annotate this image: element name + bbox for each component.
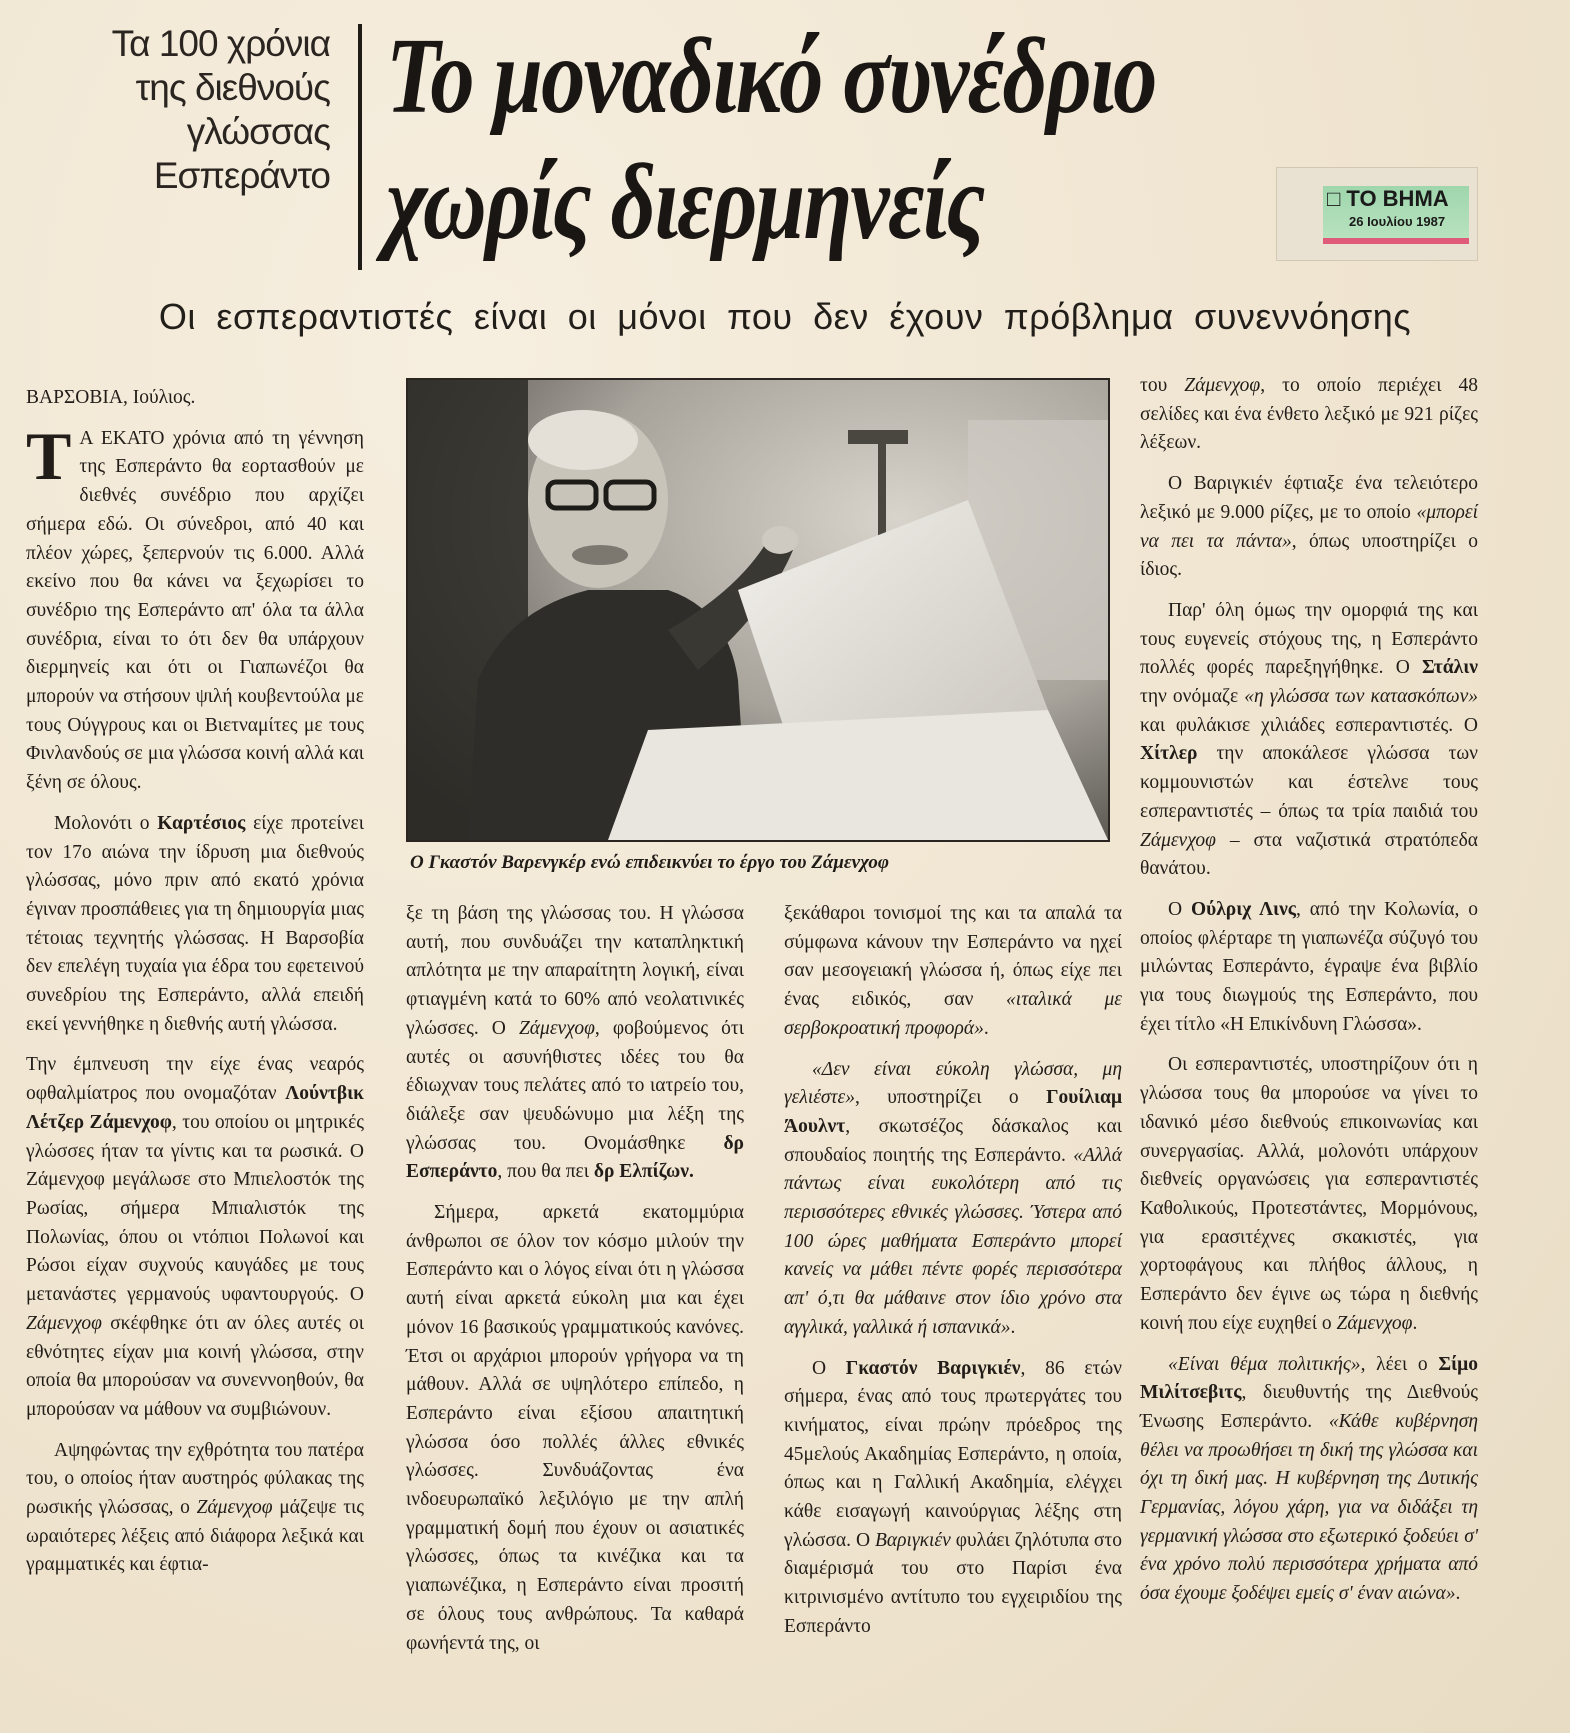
name-bold: Ούλριχ Λινς xyxy=(1190,898,1297,920)
quote-italic: «Είναι θέμα πολιτικής» xyxy=(1168,1353,1361,1375)
headline xyxy=(386,14,1239,266)
text: , διευθυντής της Διεθνούς Ένωσης Εσπεράντο. xyxy=(1140,1382,1478,1432)
headline-line-1: Το μοναδικό συνέδριο xyxy=(386,17,1156,136)
text: μάζεψε τις ωραιότερες λέξεις από διάφορα λεξικά και γραμματικές και έφτια- xyxy=(26,1497,364,1576)
dateline: ΒΑΡΣΟΒΙΑ, Ιούλιος. xyxy=(26,387,196,408)
paragraph xyxy=(1140,372,1478,458)
text: , το οποίο περιέχει 48 σελίδες και ένα ένθετο λεξικό με 921 ρίζες λέξεων. xyxy=(1140,375,1478,454)
paragraph xyxy=(26,810,364,1040)
paragraph xyxy=(1140,1351,1478,1609)
text: Α ΕΚΑΤΟ χρόνια από τη γέννηση της Εσπεράντο θα εορτασθούν με διεθνές συνέδριο που αρχίζει σήμερα εδώ. Οι σύνεδροι, από 40 και πλέον χώρες, ξεπερνούν τις 6.000. Αλλά εκείνο που θα κάνει να ξεχωρίσει το συνέδριο της Εσπεράντο απ' όλα τα άλλα συνέδρια, είναι το ότι δεν θα υπάρχουν διερμηνείς και ότι οι Γιαπωνέζοι θα μπορούν να στήσουν ψιλή κουβεντούλα με τους Ούγγρους και οι Βιετναμίτες με τους Φινλανδούς σε μια γλώσσα κοινή αλλά και ξένη σε όλους. xyxy=(26,427,364,794)
quote-italic: «Κάθε κυβέρνηση θέλει να προωθήσει τη δική της γλώσσα και όχι τη δική μας. Η κυβέρνηση της Δυτικής Γερμανίας, λόγου χάρη, για να διδάξει τη γερμανική γλώσσα στο εξωτερικό ξοδεύει σ' ένα χρόνο πολύ περισσότερα χρήματα από όσα έχουμε ξοδέψει εμείς σ' έναν αιώνα» xyxy=(1140,1410,1478,1605)
name-italic: Ζάμενχοφ xyxy=(518,1017,595,1039)
name-bold: δρ Ελπίζων. xyxy=(593,1161,694,1183)
text: είχε προτείνει τον 17ο αιώνα την ίδρυση μια διεθνούς γλώσσας, μόνο πριν από εκατό χρόνια έγιναν προσπάθειες για τη δημιουργία μιας τέτοιας τεχνητής γλώσσας. Η Βαρσοβία δεν επελέγη τυχαία για έδρα του εφετεινού συνεδρίου της Εσπεράντο, αλλά επειδή εκεί γεννήθηκε η διεθνής αυτή γλώσσα. xyxy=(26,812,364,1035)
paragraph xyxy=(784,900,1122,1044)
kicker-line: γλώσσας xyxy=(186,111,330,152)
text: , λέει ο xyxy=(1360,1353,1439,1375)
article-photo xyxy=(406,378,1110,842)
name-bold: δρ Εσπεράντο xyxy=(406,1132,744,1183)
quote-italic: «ιταλικά με σερβοκροατική προφορά» xyxy=(784,989,1122,1039)
text: και φυλάκισε χιλιάδες εσπεραντιστές. Ο xyxy=(1140,714,1478,736)
text: Παρ' όλη όμως την ομορφιά της και τους ευγενείς στόχους της, η Εσπεράντο πολλές φορές παρεξηγήθηκε. Ο xyxy=(1140,599,1478,679)
publication-stamp xyxy=(1277,168,1477,260)
quote-italic: «Δεν είναι εύκολη γλώσσα, μη γελιέστε» xyxy=(784,1058,1122,1109)
paragraph xyxy=(26,417,364,798)
name-bold: Χίτλερ xyxy=(1140,743,1198,765)
text: , από την Κολωνία, ο οποίος φλέρταρε τη γιαπωνέζα σύζυγό του μιλώντας Εσπεράντο, έγραψε ένα βιβλίο για τους διωγμούς της Εσπεράντο, που έχει τίτλο «Η Επικίνδυνη Γλώσσα». xyxy=(1140,898,1478,1035)
publication-date: 26 Ιουλίου 1987 xyxy=(1349,214,1446,229)
text: Ο xyxy=(812,1357,846,1379)
paragraph xyxy=(1140,470,1478,585)
article-column-2 xyxy=(406,900,744,1670)
quote-italic: «Αλλά πάντως είναι ευκολότερη από τις περισσότερες εθνικές γλώσσες. Ύστερα από 100 ώρες μαθήματα Εσπεράντο μπορεί κανείς να μάθει πέντε φορές περισσότερα απ' ό,τι θα μάθαινε στον ίδιο χρόνο στα αγγλικά, γαλλικά ή ισπανικά» xyxy=(784,1144,1122,1338)
name-bold: Καρτέσιος xyxy=(157,812,246,834)
text: Σήμερα, αρκετά εκατομμύρια άνθρωποι σε όλον τον κόσμο μιλούν την Εσπεράντο και ο λόγος είναι ότι η γλώσσα αυτή είναι αρκετά εύκολη μια και έχει μόνον 16 βασικούς γραμματικούς κανόνες. Έτσι οι αρχάριοι μπορούν γρήγορα να τη μάθουν. Αλλά σε υψηλότερο επίπεδο, η Εσπεράντο είναι εξίσου απαιτητική γλώσσα όσο πολλές άλλες εθνικές γλώσσες. Συνδυάζοντας ένα ινδοευρωπαϊκό λεξιλόγιο με την απλή γραμματική δομή που έχουν οι ασιατικές γλώσσες, όπως τα κινέζικα και τα γιαπωνέζικα, η Εσπεράντο είναι προσιτή σε όλους τους ανθρώπους. Τα καθαρά φωνήεντά της, οι xyxy=(406,1202,744,1654)
text: Αψηφώντας την εχθρότητα του πατέρα του, ο οποίος ήταν αυστηρός φύλακας της ρωσικής γλώσσας, ο xyxy=(26,1439,364,1519)
paragraph xyxy=(406,1199,744,1658)
quote-italic: «η γλώσσα των κατασκόπων» xyxy=(1244,686,1478,708)
text: Ο xyxy=(1168,898,1191,920)
article-column-4 xyxy=(1140,372,1478,1621)
paragraph xyxy=(406,900,744,1187)
name-italic: Ζάμενχοφ xyxy=(1140,829,1216,851)
paragraph xyxy=(784,1355,1122,1642)
photo-illustration xyxy=(408,380,1108,840)
name-bold: Στάλιν xyxy=(1421,657,1478,679)
kicker-line: της διεθνούς xyxy=(135,67,330,108)
text: . xyxy=(1412,1312,1418,1334)
text: , σκωτσέζος δάσκαλος και σπουδαίος ποιητής της Εσπεράντο. xyxy=(784,1115,1122,1166)
text: Ο Βαριγκιέν έφτιαξε ένα τελειότερο λεξικό με 9.000 ρίζες, με το οποίο xyxy=(1140,473,1478,523)
article-column-3 xyxy=(784,900,1122,1654)
publication-name: □ ΤΟ ΒΗΜΑ xyxy=(1327,186,1449,211)
text: φυλάει ζηλότυπα στο διαμέρισμά του στο Παρίσι ένα κιτρινισμένο αντίτυπο του εγχειριδίου της Εσπεράντο xyxy=(784,1529,1122,1637)
name-italic: Ζάμενχοφ xyxy=(196,1497,273,1519)
kicker-line: Τα 100 χρόνια xyxy=(111,23,330,64)
headline-line-2: χωρίς διερμηνείς xyxy=(386,143,984,262)
paragraph xyxy=(1140,896,1478,1040)
text: την ονόμαζε xyxy=(1140,686,1245,708)
kicker xyxy=(80,22,330,198)
subheadline: Οι εσπεραντιστές είναι οι μόνοι που δεν έχουν πρόβλημα συνεννόησης xyxy=(158,296,1412,337)
text: , υποστηρίζει ο xyxy=(854,1087,1047,1109)
text: Την έμπνευση την είχε ένας νεαρός οφθαλμίατρος που ονομαζόταν xyxy=(26,1054,364,1105)
paragraph xyxy=(1140,1051,1478,1338)
paragraph xyxy=(26,1437,364,1581)
paragraph xyxy=(26,1051,364,1424)
photo-caption: Ο Γκαστόν Βαρενγκέρ ενώ επιδεικνύει το έργο του Ζάμενχοφ xyxy=(410,852,889,873)
quote-italic: «μπορεί να πει τα πάντα» xyxy=(1140,501,1478,552)
text: – στα ναζιστικά στρατόπεδα θανάτου. xyxy=(1140,829,1478,880)
text: ξε τη βάση της γλώσσας του. Η γλώσσα αυτή, που συνδυάζει την καταπληκτική απλότητα με την απαραίτητη λογική, είναι φτιαγμένη κατά το 60% από νεολατινικές γλώσσες. Ο xyxy=(406,903,744,1039)
name-bold: Γουίλιαμ Άουλντ xyxy=(784,1087,1122,1137)
name-italic: Ζάμενχοφ xyxy=(1336,1312,1413,1334)
header-divider xyxy=(358,24,362,270)
text: ξεκάθαροι τονισμοί της και τα απαλά τα σύμφωνα κάνουν την Εσπεράντο να ηχεί σαν μεσογειακή γλώσσα ή, όπως είχε πει ένας ειδικός, σαν xyxy=(784,903,1122,1011)
drop-cap: Τ xyxy=(26,417,72,494)
text: . xyxy=(983,1017,989,1039)
name-italic: Ζάμενχοφ xyxy=(1184,375,1261,396)
text: , που θα πει xyxy=(497,1161,594,1183)
stamp-pink-underline xyxy=(1323,238,1469,244)
text: σκέφθηκε ότι αν όλες αυτές οι εθνότητες είχαν μια κοινή γλώσσα, στην οποία θα μπορούσαν να συνεννοηθούν, θα μπορούσαν να μάθουν να συμβιώνουν. xyxy=(26,1312,364,1420)
name-bold: Σίμο Μιλίτσεβιτς xyxy=(1140,1353,1478,1404)
name-italic: Ζάμενχοφ xyxy=(26,1312,102,1334)
text: , 86 ετών σήμερα, ένας από τους πρωτεργάτες του κινήματος, είναι πρώην πρόεδρος της 45μελούς Ακαδημίας Εσπεράντο, η οποία, όπως και η Γαλλική Ακαδημία, ελέγχει κάθε εισαγωγή καινούργιας λέξης στη γλώσσα. Ο xyxy=(784,1357,1122,1551)
paragraph xyxy=(784,1056,1122,1343)
text: , του οποίου οι μητρικές γλώσσες ήταν τα γίντις και τα ρωσικά. Ο Ζάμενχοφ μεγάλωσε στο Μπιελοστόκ της Ρωσίας, σήμερα Μπιαλιστόκ της Πολωνίας, όπου οι ντόπιοι Πολωνοί και Ρώσοι είχαν συχνούς καυγάδες με τους μετανάστες γερμανούς υφαντουργούς. Ο xyxy=(26,1111,364,1306)
kicker-line: Εσπεράντο xyxy=(153,155,330,196)
text: του xyxy=(1140,375,1185,396)
article-column-1 xyxy=(26,384,364,1592)
text: . xyxy=(1010,1316,1016,1338)
paragraph xyxy=(1140,597,1478,884)
text: , φοβούμενος ότι αυτές οι ασυνήθιστες ιδέες του θα έδιωχναν τους πελάτες από το ιατρείο του, διάλεξε σαν ψευδώνυμο μια λέξη της γλώσσας του. Ονομάσθηκε xyxy=(406,1017,744,1154)
name-italic: Βαριγκιέν xyxy=(875,1529,951,1551)
name-bold: Γκαστόν Βαριγκιέν xyxy=(845,1357,1021,1379)
name-bold: Λούντβικ Λέτζερ Ζάμενχοφ xyxy=(26,1083,364,1133)
text: Οι εσπεραντιστές, υποστηρίζουν ότι η γλώσσα τους θα μπορούσε να γίνει το ιδανικό μέσο διεθνούς επικοινωνίας και συνεργασίας. Αλλά, μολονότι υπάρχουν διεθνείς οργανώσεις για εσπεραντιστές Καθολικούς, Προτεστάντες, Μορμόνους, για ερασιτέχνες σκακιστές, για χορτοφάγους και πλήθος άλλους, η Εσπεράντο δεν έγινε ως τώρα η διεθνής κοινή που είχε ευχηθεί ο xyxy=(1140,1054,1478,1334)
text: . xyxy=(1455,1583,1461,1605)
text: Μολονότι ο xyxy=(54,812,158,834)
text: την αποκάλεσε γλώσσα των κομμουνιστών και έστελνε τους εσπεραντιστές – όπως τα τρία παιδιά του xyxy=(1140,743,1478,822)
text: , όπως υποστηρίζει ο ίδιος. xyxy=(1140,530,1478,581)
